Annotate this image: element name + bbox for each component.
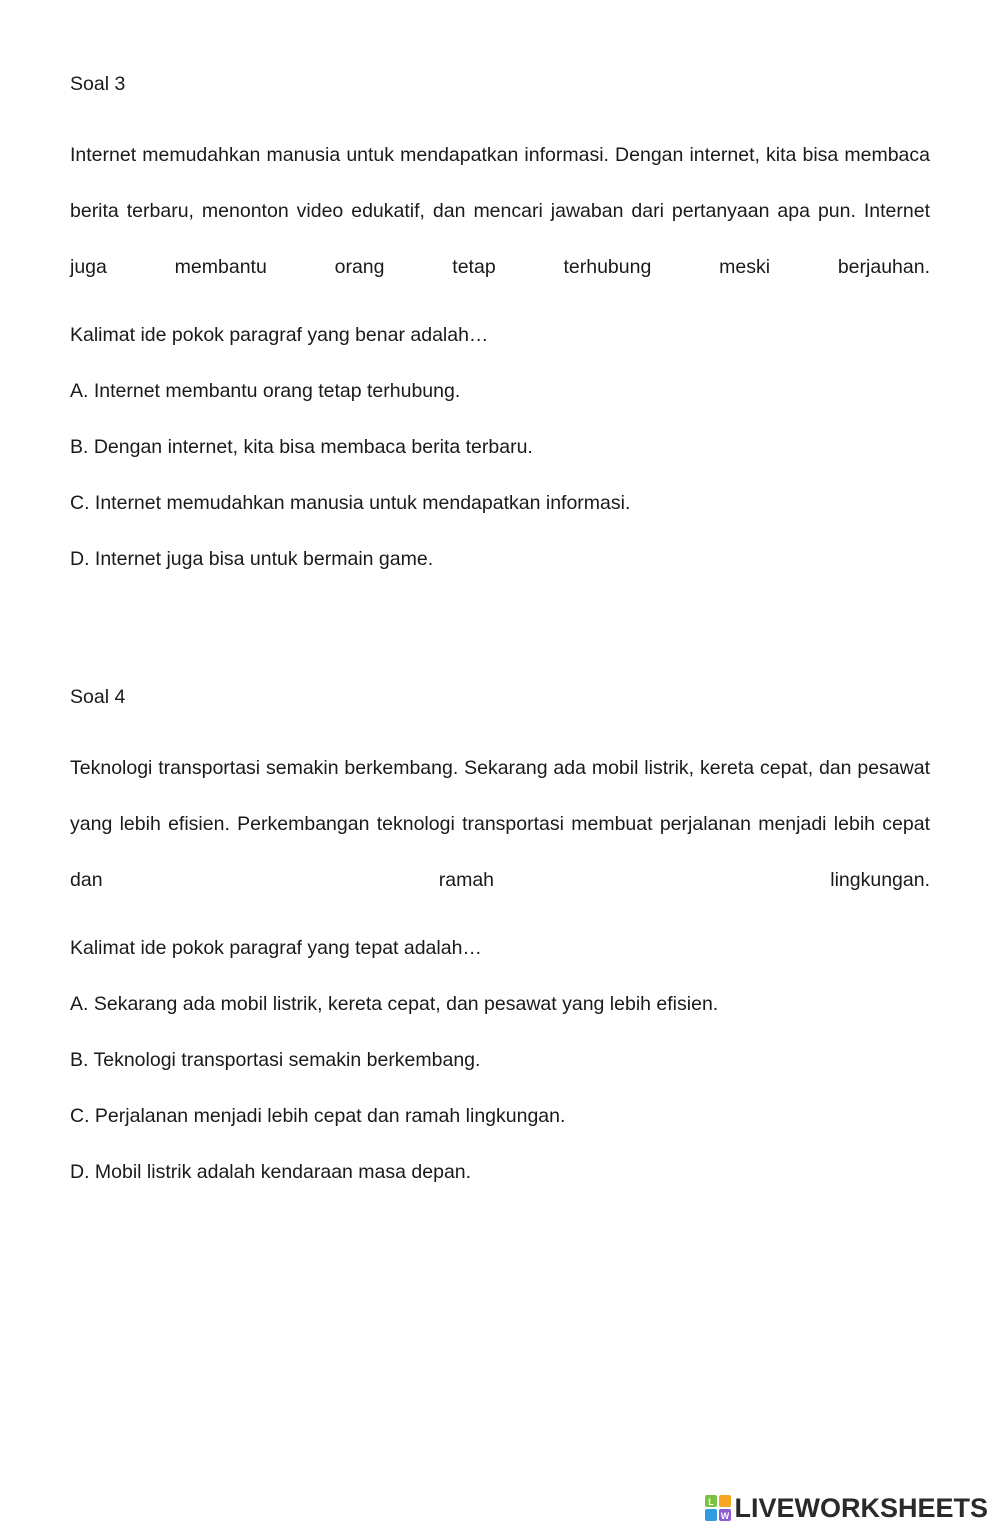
soal3-option-c[interactable]: C. Internet memudahkan manusia untuk mendapatkan informasi. [70, 492, 631, 514]
logo-square-blue [705, 1509, 717, 1521]
soal4-option-c[interactable]: C. Perjalanan menjadi lebih cepat dan ramah lingkungan. [70, 1105, 566, 1127]
soal4-title: Soal 4 [70, 686, 126, 708]
liveworksheets-wordmark: LIVEWORKSHEETS [734, 1492, 988, 1523]
liveworksheets-brand [705, 1491, 988, 1525]
soal3-option-d[interactable]: D. Internet juga bisa untuk bermain game. [70, 548, 434, 570]
soal4-option-a[interactable]: A. Sekarang ada mobil listrik, kereta cepat, dan pesawat yang lebih efisien. [70, 993, 719, 1015]
soal4-option-d[interactable]: D. Mobil listrik adalah kendaraan masa depan. [70, 1161, 472, 1183]
logo-letter-w: W [721, 1511, 730, 1521]
soal3-title: Soal 3 [70, 73, 126, 95]
soal3-option-b[interactable]: B. Dengan internet, kita bisa membaca berita terbaru. [70, 436, 533, 458]
soal4-paragraph: Teknologi transportasi semakin berkembang. Sekarang ada mobil listrik, kereta cepat, dan pesawat yang lebih efisien. Perkembangan teknologi transportasi membuat perjalanan menjadi lebih cepat dan ramah lingkungan. [70, 757, 930, 891]
soal3-paragraph: Internet memudahkan manusia untuk mendapatkan informasi. Dengan internet, kita bisa membaca berita terbaru, menonton video edukatif, dan mencari jawaban dari pertanyaan apa pun. Internet juga membantu orang tetap terhubung meski berjauhan. [70, 144, 930, 278]
liveworksheets-logo-icon [705, 1495, 731, 1521]
soal3-question: Kalimat ide pokok paragraf yang benar adalah… [70, 324, 489, 346]
soal3-option-a[interactable]: A. Internet membantu orang tetap terhubung. [70, 380, 461, 402]
logo-letter-l: L [708, 1497, 715, 1507]
logo-square-orange [719, 1495, 731, 1507]
soal4-option-b[interactable]: B. Teknologi transportasi semakin berkembang. [70, 1049, 481, 1071]
soal4-question: Kalimat ide pokok paragraf yang tepat adalah… [70, 937, 482, 959]
